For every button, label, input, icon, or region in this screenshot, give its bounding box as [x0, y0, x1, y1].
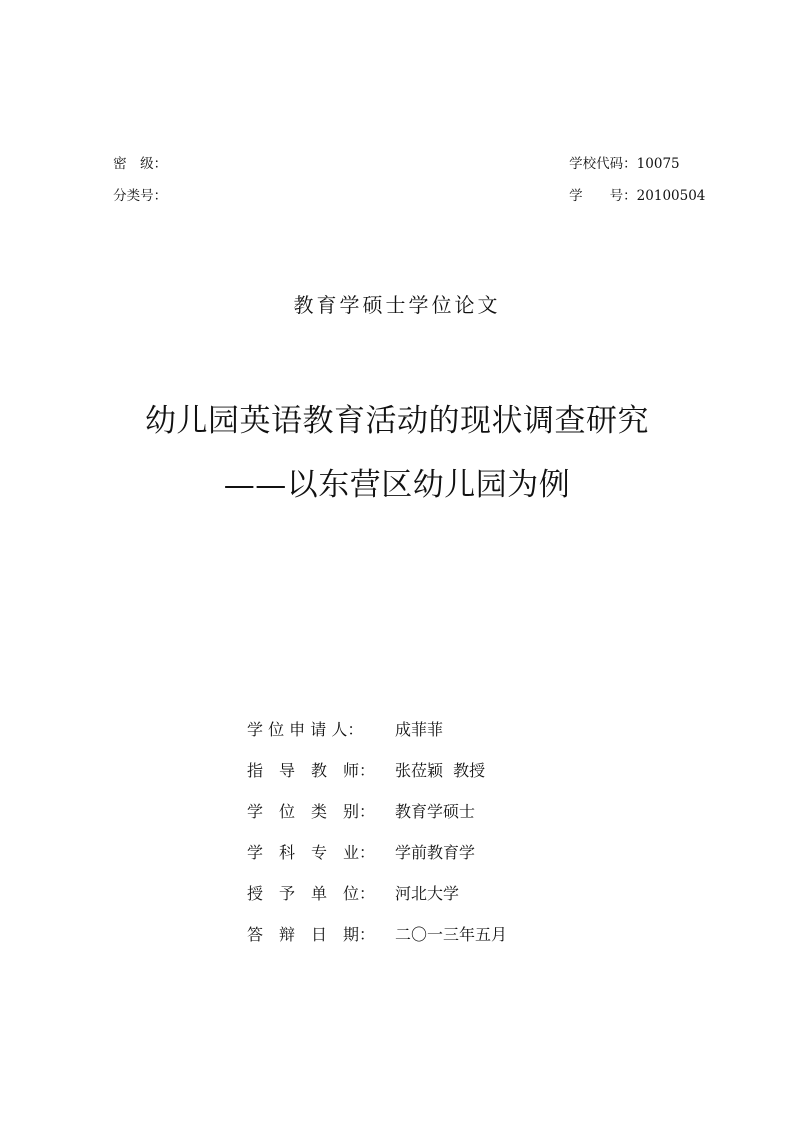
student-number-label: 学 号： — [569, 188, 637, 204]
info-value: 河北大学 — [395, 883, 460, 903]
info-label: 授 予 单 位： — [247, 883, 376, 903]
info-value: 学前教育学 — [395, 842, 476, 862]
school-code-label: 学校代码： — [569, 156, 637, 172]
info-label: 学 位 类 别： — [247, 801, 376, 821]
info-label: 学 科 专 业： — [247, 842, 376, 862]
info-row-supervisor — [247, 750, 667, 791]
school-code-value: 10075 — [636, 156, 680, 172]
info-label: 答 辩 日 期： — [247, 924, 376, 944]
category-label: 分类号： — [113, 188, 168, 204]
degree-title: 教育学硕士学位论文 — [293, 293, 501, 317]
info-value: 张莅颖 教授 — [395, 760, 486, 780]
secrecy-label: 密 级： — [113, 156, 168, 172]
author-info-block — [247, 709, 667, 955]
thesis-title-line-2: ——以东营区幼儿园为例 — [223, 467, 571, 503]
info-row-institution — [247, 873, 667, 914]
info-row-applicant — [247, 709, 667, 750]
info-row-major — [247, 832, 667, 873]
student-number — [552, 169, 705, 223]
info-value: 教育学硕士 — [395, 801, 476, 821]
info-value: 二〇一三年五月 — [395, 924, 508, 944]
info-value: 成菲菲 — [395, 719, 444, 739]
student-number-value: 20100504 — [636, 188, 706, 204]
classification-number — [96, 169, 167, 223]
info-row-degree-type — [247, 791, 667, 832]
info-label: 学 位 申 请 人： — [247, 719, 364, 739]
thesis-title-line-1: 幼儿园英语教育活动的现状调查研究 — [145, 403, 649, 439]
info-row-defense-date — [247, 914, 667, 955]
info-label: 指 导 教 师： — [247, 760, 376, 780]
